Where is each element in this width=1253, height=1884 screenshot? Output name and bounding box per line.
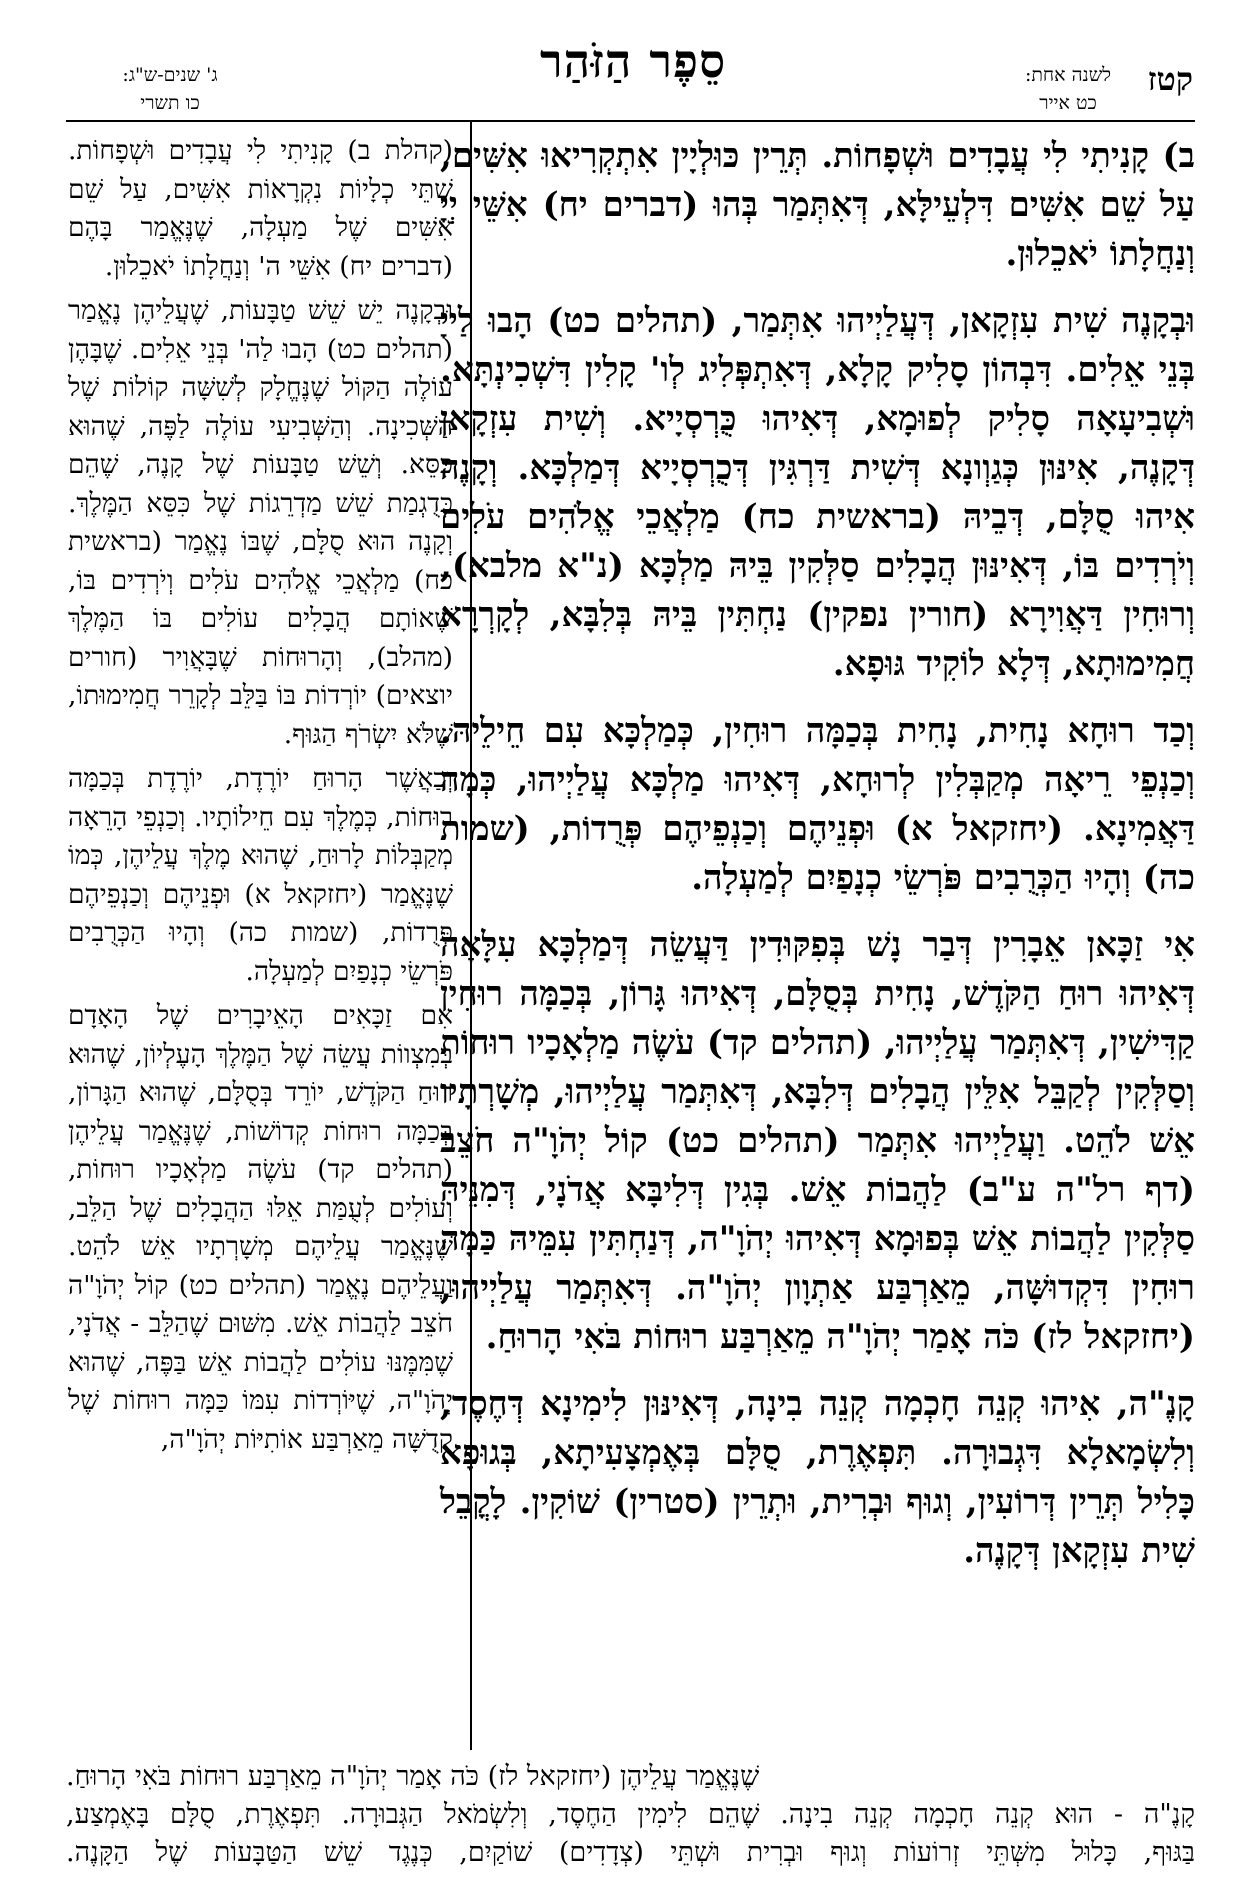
header-right-top: לשנה אחת: (1024, 64, 1112, 86)
zohar-paragraph-2: וּבְקָנֶה שִׁית עִזְקָאן, דְּעֲלַיְיהוּ אִתְּמַר, (תהלים כט) הָבוּ לַייָ בְּנֵי אֵלִים. דִּבְהוֹן סָלִיק קָלָא, דְּאִתְפְּלִיג לְו' קָלִין דִּשְׁכִינְתָּא. וּשְׁבִיעָאָה סָלִיק לְפוּמָא, דְּאִיהוּ כֻּרְסְיָיא. וְשִׁית עִזְקָאן דְּקָנֶה, אִינּוּן כְּגַוְונָא דְּשִׁית דַּרְגִּין דְּכֻרְסְיָיא דְּמַלְכָּא. וְקָנֶה אִיהוּ סֻלָּם, דְּבֵיהּ (בראשית כח) מַלְאֲכֵי אֱלֹהִים עֹלִים וְיֹרְדִים בּוֹ, דְּאִינּוּן הֲבָלִים סַלְּקִין בֵּיהּ מַלְכָּא (נ"א מלבא), וְרוּחִין דַּאֲוִירָא (חורין נפקין) נַחְתִּין בֵּיהּ בְּלִבָּא, לְקָרְרָא חֲמִימוּתָא, דְּלָא לוֹקִיד גּוּפָא. (440, 301, 1195, 684)
zohar-paragraph-5: קָנֶ"ה, אִיהוּ קְנֵה חָכְמָה קְנֵה בִינָה, דְּאִינּוּן לִימִינָא דְּחֶסֶד, וְלִשְׂמָאלָא דִּגְבוּרָה. תִּפְאֶרֶת, סֻלָּם בְּאֶמְצָעִיתָא, בְּגוּפָא כָּלִיל תְּרֵין דְּרוֹעִין, וְגוּף וּבְרִית, וּתְרֵין (סטרין) שׁוֹקִין. לָקֳבֵל שִׁית עִזְקָאן דְּקָנֶה. (440, 1384, 1195, 1571)
translation-column (68, 132, 453, 1465)
zohar-paragraph-3: וְכַד רוּחָא נָחִית, נָחִית בְּכַמָּה רוּחִין, כְּמַלְכָּא עִם חֵילֵיהּ. וְכַנְפֵי רֵיאָה מְקַבְּלִין לְרוּחָא, דְּאִיהוּ מַלְכָּא עֲלַיְיהוּ, כְּמָה דַּאֲמִינָא. (יחזקאל א) וּפְנֵיהֶם וְכַנְפֵיהֶם פְּרֻדוֹת, (שמות כה) וְהָיוּ הַכְּרֻבִים פֹּרְשֵׂי כְנָפַיִם לְמַעְלָה. (440, 711, 1195, 898)
translation-line-1: שֶׁנֶּאֱמַר עֲלֵיהֶן (יחזקאל לז) כֹּה אָמַר יְהֹוָ"ה מֵאַרְבַּע רוּחוֹת בֹּאִי הָרוּחַ. (66, 1761, 760, 1792)
translation-paragraph-4: אִם זַכָּאִים הָאֵיבָרִים שֶׁל הָאָדָם בְּמִצְווֹת עֲשֵׂה שֶׁל הַמֶּלֶךְ הָעֶלְיוֹן, שֶׁהוּא רוּחַ הַקֹּדֶשׁ, יוֹרֵד בְּסֻלָּם, שֶׁהוּא הַגָּרוֹן, בְּכַמָּה רוּחוֹת קְדוֹשׁוֹת, שֶׁנֶּאֱמַר עֲלֵיהֶן (תהלים קד) עֹשֶׂה מַלְאָכָיו רוּחוֹת, וְעוֹלִים לְעֻמַּת אֵלּוּ הַהֲבָלִים שֶׁל הַלֵּב, שֶׁנֶּאֱמַר עֲלֵיהֶם מְשָׁרְתָיו אֵשׁ לֹהֵט. וַעֲלֵיהֶם נֶאֱמַר (תהלים כט) קוֹל יְהֹוָ"ה חֹצֵב לַהֲבוֹת אֵשׁ. מִשּׁוּם שֶׁהַלֵּב - אֲדֹנָי, שֶׁמִּמֶּנּוּ עוֹלִים לַהֲבוֹת אֵשׁ בַּפֶּה, שֶׁהוּא יְהֹוָ"ה, שֶׁיּוֹרְדוֹת עִמּוֹ כַּמָּה רוּחוֹת שֶׁל קְדֻשָּׁה מֵאַרְבַּע אוֹתִיּוֹת יְהֹוָ"ה, (68, 1000, 453, 1455)
header-left-bottom: כו תשרי (140, 92, 200, 114)
page-number: קטז (1147, 60, 1193, 98)
header-rule (66, 120, 1195, 122)
translation-paragraph-1: (קהלת ב) קָנִיתִי לִי עֲבָדִים וּשְׁפָחוֹת. שְׁתֵּי כְלָיוֹת נִקְרָאוֹת אִשִּׁים, עַל שֵׁם אִשִּׁים שֶׁל מַעְלָה, שֶׁנֶּאֱמַר בָּהֶם (דברים יח) אִשֵּׁי ה' וְנַחֲלָתוֹ יֹאכֵלוּן. (68, 135, 453, 282)
translation-paragraph-3: וְכַאֲשֶׁר הָרוּחַ יוֹרֶדֶת, יוֹרֶדֶת בְּכַמָּה רוּחוֹת, כְּמֶלֶךְ עִם חֵילוֹתָיו. וְכַנְפֵי הָרֵאָה מְקַבְּלוֹת לָרוּחַ, שֶׁהוּא מֶלֶךְ עֲלֵיהֶן, כְּמוֹ שֶׁנֶּאֱמַר (יחזקאל א) וּפְנֵיהֶם וְכַנְפֵיהֶם פְּרֻדוֹת, (שמות כה) וְהָיוּ הַכְּרֻבִים פֹּרְשֵׂי כְנָפַיִם לְמַעְלָה. (68, 763, 453, 987)
page-title: סֵפֶר הַזֹּהַר (540, 34, 727, 88)
header-right-bottom: כט אייר (1039, 92, 1097, 114)
zohar-paragraph-4: אִי זַכָּאן אֵבָרִין דְּבַר נָשׁ בְּפִקּוּדִין דַּעֲשֵׂה דְּמַלְכָּא עִלָּאָה דְּאִיהוּ רוּחַ הַקֹּדֶשׁ, נָחִית בְּסֻלָּם, דְּאִיהוּ גָּרוֹן, בְּכַמָּה רוּחִין קַדִּישִׁין, דְּאִתְּמַר עֲלַיְיהוּ, (תהלים קד) עֹשֶׂה מַלְאָכָיו רוּחוֹת וְסַלְּקִין לְקַבֵּל אִלֵּין הֲבָלִים דְּלִבָּא, דְּאִתְּמַר עֲלַיְיהוּ, מְשָׁרְתָיו אֵשׁ לֹהֵט. וַעֲלַיְיהוּ אִתְּמַר (תהלים כט) קוֹל יְהֹוָ"ה חֹצֵב (דף רל"ה ע"ב) לַהֲבוֹת אֵשׁ. בְּגִין דְּלִיבָּא אֲדֹנָי, דְּמִנֵּיהּ סַלְּקִין לַהֲבוֹת אֵשׁ בְּפוּמָא דְּאִיהוּ יְהֹוָ"ה, דְּנַחְתִּין עִמֵּיהּ כַּמָּה רוּחִין דִּקְדוּשָּׁה, מֵאַרְבַּע אַתְוָון יְהֹוָ"ה. דְּאִתְּמַר עֲלַיְיהוּ, (יחזקאל לז) כֹּה אָמַר יְהֹוָ"ה מֵאַרְבַּע רוּחוֹת בֹּאִי הָרוּחַ. (440, 925, 1195, 1357)
translation-continuation (66, 1758, 1195, 1872)
translation-line-3: בַּגּוּף, כָּלוּל מִשְּׁתֵּי זְרוֹעוֹת וְגוּף וּבְרִית וּשְׁתֵּי (צְדָדִים) שׁוֹקַיִם, כְּנֶגֶד שֵׁשׁ הַטַּבָּעוֹת שֶׁל הַקָּנֶה. (66, 1837, 1195, 1868)
translation-line-2: קָנֶ"ה - הוּא קְנֵה חָכְמָה קְנֵה בִינָה. שֶׁהֵם לִימִין הַחֶסֶד, וְלִשְׂמֹאל הַגְּבוּרָה. תִּפְאֶרֶת, סֻלָּם בָּאֶמְצַע, (66, 1799, 1195, 1830)
zohar-paragraph-1: ב) קָנִיתִי לִי עֲבָדִים וּשְׁפָחוֹת. תְּרֵין כּוּלְיָין אִתְקְרִיאוּ אִשִּׁים, עַל שֵׁם אִשִּׁים דִּלְעֵילָּא, דְּאִתְּמַר בְּהוּ (דברים יח) אִשֵּׁי יְיָ וְנַחֲלָתוֹ יֹאכֵלוּן. (440, 136, 1195, 274)
translation-paragraph-2: וּבְקָנֶה יֵשׁ שֵׁשׁ טַבָּעוֹת, שֶׁעֲלֵיהֶן נֶאֱמַר (תהלים כט) הָבוּ לַה' בְּנֵי אֵלִים. שֶׁבָּהֶן עוֹלֶה הַקּוֹל שֶׁנֶּחֱלָק לְשִׁשָּׁה קוֹלוֹת שֶׁל הַשְּׁכִינָה. וְהַשְּׁבִיעִי עוֹלֶה לַפֶּה, שֶׁהוּא כִּסֵּא. וְשֵׁשׁ טַבָּעוֹת שֶׁל קָנֶה, שֶׁהֵם כְּדֻגְמַת שֵׁשׁ מַדְרֵגוֹת שֶׁל כִּסֵּא הַמֶּלֶךְ. וְקָנֶה הוּא סֻלָּם, שֶׁבּוֹ נֶאֱמַר (בראשית כח) מַלְאֲכֵי אֱלֹהִים עֹלִים וְיֹרְדִים בּוֹ, שֶׁאוֹתָם הֲבָלִים עוֹלִים בּוֹ הַמֶּלֶךְ (מהלב), וְהָרוּחוֹת שֶׁבָּאֲוִיר (חורים יוצאים) יוֹרְדוֹת בּוֹ בַּלֵּב לְקָרֵר חֲמִימוּתוֹ, שֶׁלֹּא יִשְׂרֹף הַגּוּף. (68, 295, 453, 750)
zohar-main-column (440, 132, 1195, 1594)
header-left-top: ג' שנים-ש"ג: (122, 64, 218, 86)
